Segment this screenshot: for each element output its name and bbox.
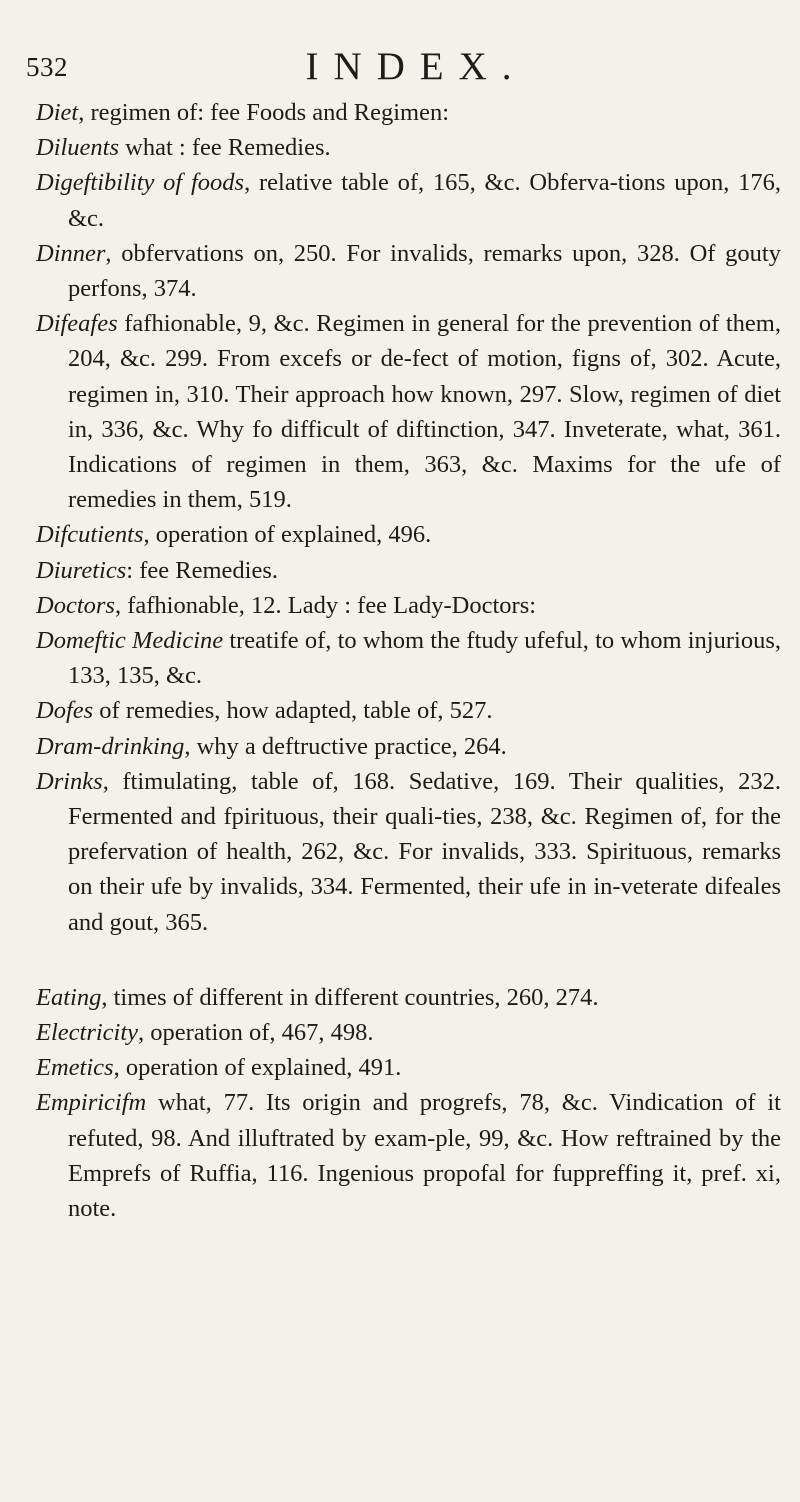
entry-text: , operation of, 467, 498. (138, 1019, 374, 1047)
index-entry (36, 165, 781, 235)
running-title: INDEX. (305, 45, 527, 88)
entry-headword: Emetics (36, 1054, 114, 1082)
index-entry (36, 1085, 781, 1226)
entry-headword: Eating (36, 983, 102, 1011)
index-entries (36, 95, 781, 1226)
index-entry (36, 588, 781, 623)
index-entry (36, 729, 781, 764)
entry-headword: Electricity (36, 1019, 139, 1047)
entry-headword: Diet (36, 99, 79, 126)
entry-headword: Dinner (36, 239, 106, 267)
entry-text: , times of different in different countries, 260, 274. (101, 983, 599, 1011)
index-entry (36, 980, 781, 1015)
page-number: 532 (26, 52, 68, 82)
entry-text: , ftimulating, table of, 168. Sedative, 169. Their qualities, 232. Fermented and fpirituous, their quali-ties, 238, &c. Regimen of, for the prefervation of health, 262, &c. For invalids, 333. Spirituous, remarks on their ufe by invalids, 334. Fermented, their ufe in in-veterate difeales and gout, 365. (68, 767, 781, 936)
entry-text: , obfervations on, 250. For invalids, remarks upon, 328. Of gouty perfons, 374. (68, 239, 781, 303)
index-entry (36, 306, 781, 517)
entry-text: fafhionable, 9, &c. Regimen in general for the prevention of them, 204, &c. 299. From excefs or de-fect of motion, figns of, 302. Acute, regimen in, 310. Their approach how known, 297. Slow, regimen of diet in, 336, &c. Why fo difficult of diftinction, 347. Inveterate, what, 361. Indications of regimen in them, 363, &c. Maxims for the ufe of remedies in them, 519. (68, 310, 781, 514)
entry-text: , operation of explained, 496. (143, 521, 432, 549)
index-entry (36, 553, 781, 588)
index-entry (36, 623, 781, 693)
entry-headword: Empiricifm (36, 1089, 147, 1117)
index-entry (36, 1015, 781, 1050)
index-group-d (36, 95, 781, 940)
entry-headword: Difeafes (36, 310, 118, 338)
entry-text: , operation of explained, 491. (113, 1054, 402, 1082)
page-header (26, 44, 786, 88)
index-entry (36, 764, 781, 940)
entry-headword: Dram-drinking (36, 732, 185, 760)
entry-headword: Dofes (36, 697, 94, 725)
entry-text: treatife of, to whom the ftudy ufeful, to whom injurious, 133, 135, &c. (68, 627, 781, 690)
entry-headword: Drinks (36, 767, 103, 795)
entry-text: of remedies, how adapted, table of, 527. (93, 697, 493, 725)
entry-headword: Digeftibility of foods (36, 169, 245, 197)
entry-headword: Domeftic Medicine (36, 627, 224, 655)
index-entry (36, 130, 781, 165)
entry-text: , regimen of: fee Foods and Regimen: (78, 99, 450, 126)
entry-headword: Diluents (36, 134, 120, 162)
entry-headword: Diuretics (36, 556, 127, 584)
index-entry (36, 1050, 781, 1085)
entry-text: , why a deftructive practice, 264. (184, 732, 507, 760)
entry-text: what : fee Remedies. (119, 134, 331, 162)
entry-text: , relative table of, 165, &c. Obferva-tions upon, 176, &c. (68, 169, 781, 232)
index-entry (36, 95, 781, 130)
index-entry (36, 693, 781, 728)
index-entry (36, 517, 781, 552)
entry-headword: Doctors (36, 591, 115, 619)
entry-headword: Difcutients (36, 521, 144, 549)
entry-text: what, 77. Its origin and progrefs, 78, &c. Vindication of it refuted, 98. And illuftrated by exam-ple, 99, &c. How reftrained by the Emprefs of Ruffia, 116. Ingenious propofal for fuppreffing it, pref. xi, note. (68, 1089, 781, 1223)
entry-text: , fafhionable, 12. Lady : fee Lady-Doctors: (114, 591, 537, 619)
index-group-e (36, 980, 781, 1226)
index-entry (36, 236, 781, 306)
entry-text: : fee Remedies. (126, 556, 278, 584)
